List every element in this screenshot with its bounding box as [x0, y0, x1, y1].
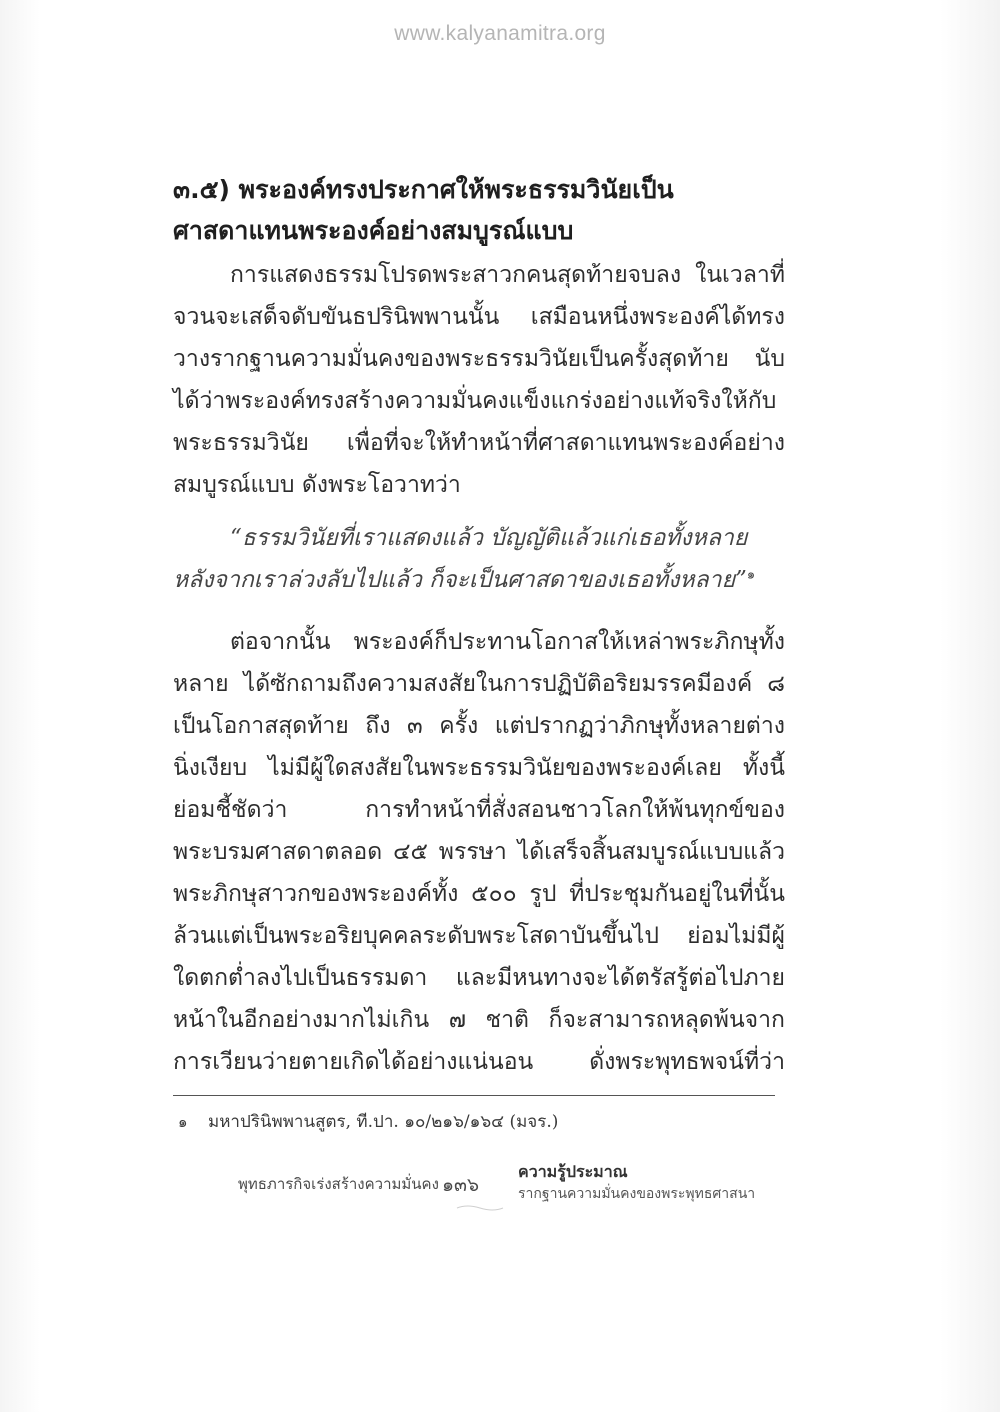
- footer-chapter-subtitle: รากฐานความมั่นคงของพระพุทธศาสนา: [518, 1186, 756, 1202]
- paragraph-line: หน้าในอีกอย่างมากไม่เกิน ๗ ชาติ ก็จะสามารถหลุดพ้นจาก: [173, 1007, 785, 1033]
- paragraph-line: เป็นโอกาสสุดท้าย ถึง ๓ ครั้ง แต่ปรากฏว่าภิกษุทั้งหลายต่าง: [173, 713, 785, 739]
- paragraph-line: ย่อมชี้ชัดว่า การทำหน้าที่สั่งสอนชาวโลกให้พ้นทุกข์ของ: [173, 797, 785, 823]
- paragraph-line: การแสดงธรรมโปรดพระสาวกคนสุดท้ายจบลง ในเวลาที่: [230, 262, 785, 288]
- footnote-text: มหาปรินิพพานสูตร, ที.ปา. ๑๐/๒๑๖/๑๖๔ (มจร.): [208, 1112, 559, 1132]
- paragraph-line: จวนจะเสด็จดับขันธปรินิพพานนั้น เสมือนหนึ่งพระองค์ได้ทรง: [173, 304, 785, 330]
- footnote-marker: ๑: [746, 567, 756, 583]
- paragraph-line: พระบรมศาสดาตลอด ๔๕ พรรษา ได้เสร็จสิ้นสมบูรณ์แบบแล้ว: [173, 839, 785, 865]
- section-heading-line-1: ๓.๕) พระองค์ทรงประกาศให้พระธรรมวินัยเป็น: [173, 175, 674, 204]
- paragraph-line: วางรากฐานความมั่นคงของพระธรรมวินัยเป็นครั้งสุดท้าย นับ: [173, 346, 785, 372]
- paragraph-line: พระภิกษุสาวกของพระองค์ทั้ง ๕๐๐ รูป ที่ประชุมกันอยู่ในที่นั้น: [173, 881, 785, 907]
- paragraph-line: พระธรรมวินัย เพื่อที่จะให้ทำหน้าที่ศาสดาแทนพระองค์อย่าง: [173, 430, 785, 456]
- footer-chapter-title: ความรู้ประมาณ: [518, 1162, 628, 1181]
- footnote-number: ๑: [178, 1113, 188, 1131]
- paragraph-line: สมบูรณ์แบบ ดังพระโอวาทว่า: [173, 472, 461, 498]
- footer-book-title: พุทธภารกิจเร่งสร้างความมั่นคง: [238, 1175, 439, 1193]
- paragraph-line: นิ่งเงียบ ไม่มีผู้ใดสงสัยในพระธรรมวินัยของพระองค์เลย ทั้งนี้: [173, 755, 785, 781]
- paragraph-line: การเวียนว่ายตายเกิดได้อย่างแน่นอน ดั่งพระพุทธพจน์ที่ว่า: [173, 1049, 785, 1075]
- paragraph-line: ได้ว่าพระองค์ทรงสร้างความมั่นคงแข็งแกร่งอย่างแท้จริงให้กับ: [173, 388, 777, 414]
- page-number: ๑๓๖: [442, 1174, 480, 1196]
- footnote-divider: [173, 1095, 775, 1096]
- quote-line-2: [173, 562, 785, 598]
- paragraph-line: ใดตกต่ำลงไปเป็นธรรมดา และมีหนทางจะได้ตรัสรู้ต่อไปภาย: [173, 965, 785, 991]
- section-heading-line-2: ศาสดาแทนพระองค์อย่างสมบูรณ์แบบ: [173, 216, 574, 245]
- paragraph-line: ต่อจากนั้น พระองค์ก็ประทานโอกาสให้เหล่าพระภิกษุทั้ง: [230, 629, 785, 655]
- watermark-url: www.kalyanamitra.org: [394, 22, 606, 45]
- footnote: [178, 1108, 558, 1135]
- quote-line-1: “ธรรมวินัยที่เราแสดงแล้ว บัญญัติแล้วแก่เธอทั้งหลาย: [230, 525, 748, 551]
- paragraph-line: ล้วนแต่เป็นพระอริยบุคคลระดับพระโสดาบันขึ้นไป ย่อมไม่มีผู้: [173, 923, 785, 949]
- quote-line-2-text: หลังจากเราล่วงลับไปแล้ว ก็จะเป็นศาสดาของเธอทั้งหลาย”: [173, 567, 747, 593]
- paragraph-line: หลาย ได้ซักถามถึงความสงสัยในการปฏิบัติอริยมรรคมีองค์ ๘: [173, 671, 785, 697]
- footer-ornament: [455, 1204, 505, 1212]
